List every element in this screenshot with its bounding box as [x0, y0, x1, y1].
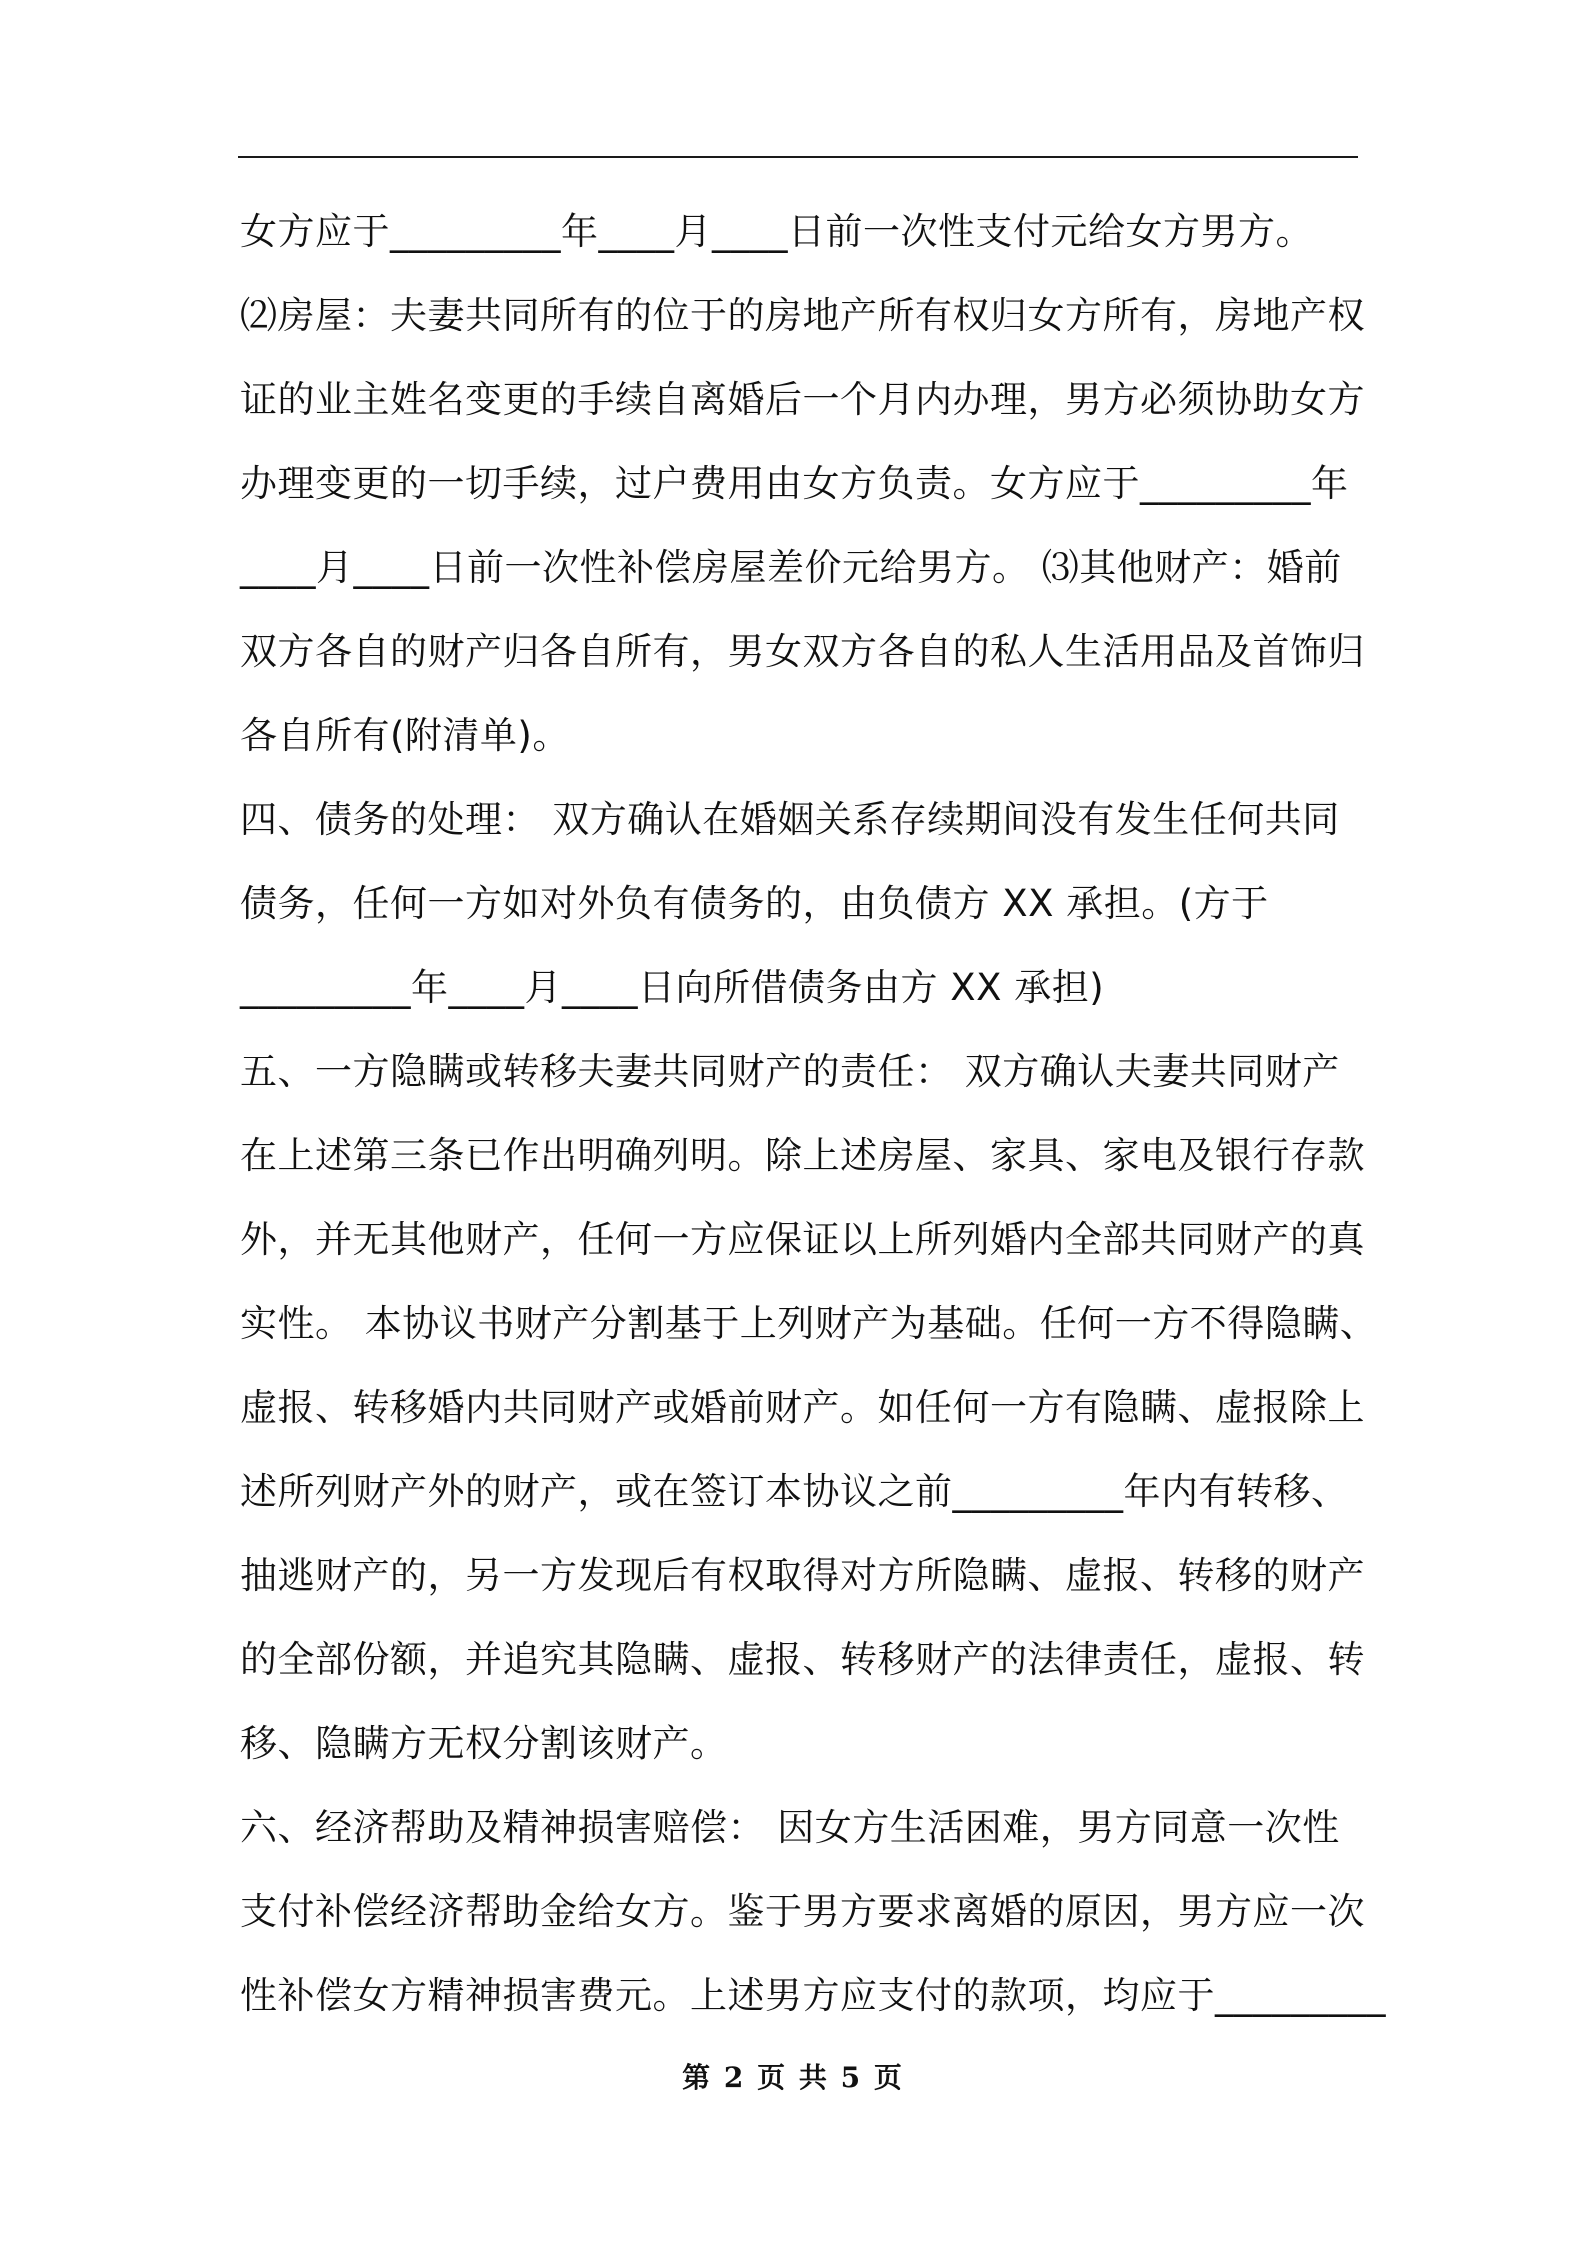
text-line: 证的业主姓名变更的手续自离婚后一个月内办理，男方必须协助女方	[240, 378, 1365, 421]
text-line: 各自所有(附清单)。	[240, 714, 570, 757]
text-line: 移、隐瞒方无权分割该财产。	[240, 1722, 728, 1765]
text-line: 女方应于_________年____月____日前一次性支付元给女方男方。	[240, 210, 1313, 253]
text-line: 四、债务的处理： 双方确认在婚姻关系存续期间没有发生任何共同	[240, 798, 1340, 841]
text-line: 双方各自的财产归各自所有，男女双方各自的私人生活用品及首饰归	[240, 630, 1365, 673]
text-line: 办理变更的一切手续，过户费用由女方负责。女方应于_________年	[240, 462, 1349, 505]
text-line: 支付补偿经济帮助金给女方。鉴于男方要求离婚的原因，男方应一次	[240, 1890, 1365, 1933]
text-line: 性补偿女方精神损害费元。上述男方应支付的款项，均应于_________	[240, 1974, 1386, 2017]
text-line: 实性。 本协议书财产分割基于上列财产为基础。任何一方不得隐瞒、	[240, 1302, 1378, 1345]
text-line: 六、经济帮助及精神损害赔偿： 因女方生活困难，男方同意一次性	[240, 1806, 1340, 1849]
text-line: 述所列财产外的财产，或在签订本协议之前_________年内有转移、	[240, 1470, 1349, 1513]
text-line: ⑵房屋：夫妻共同所有的位于的房地产所有权归女方所有，房地产权	[240, 294, 1365, 337]
header-divider	[238, 156, 1358, 158]
page-number: 第 2 页 共 5 页	[682, 2061, 904, 2094]
text-line: 抽逃财产的，另一方发现后有权取得对方所隐瞒、虚报、转移的财产	[240, 1554, 1365, 1597]
text-line: 的全部份额，并追究其隐瞒、虚报、转移财产的法律责任，虚报、转	[240, 1638, 1365, 1681]
text-line: 五、一方隐瞒或转移夫妻共同财产的责任： 双方确认夫妻共同财产	[240, 1050, 1340, 1093]
text-line: 债务，任何一方如对外负有债务的，由负债方 XX 承担。(方于	[240, 882, 1269, 925]
text-line: _________年____月____日向所借债务由方 XX 承担)	[240, 966, 1105, 1009]
text-line: 在上述第三条已作出明确列明。除上述房屋、家具、家电及银行存款	[240, 1134, 1365, 1177]
text-line: 虚报、转移婚内共同财产或婚前财产。如任何一方有隐瞒、虚报除上	[240, 1386, 1365, 1429]
document-body	[240, 190, 1386, 2038]
text-line: 外，并无其他财产，任何一方应保证以上所列婚内全部共同财产的真	[240, 1218, 1365, 1261]
text-line: ____月____日前一次性补偿房屋差价元给男方。 ⑶其他财产：婚前	[240, 546, 1342, 589]
